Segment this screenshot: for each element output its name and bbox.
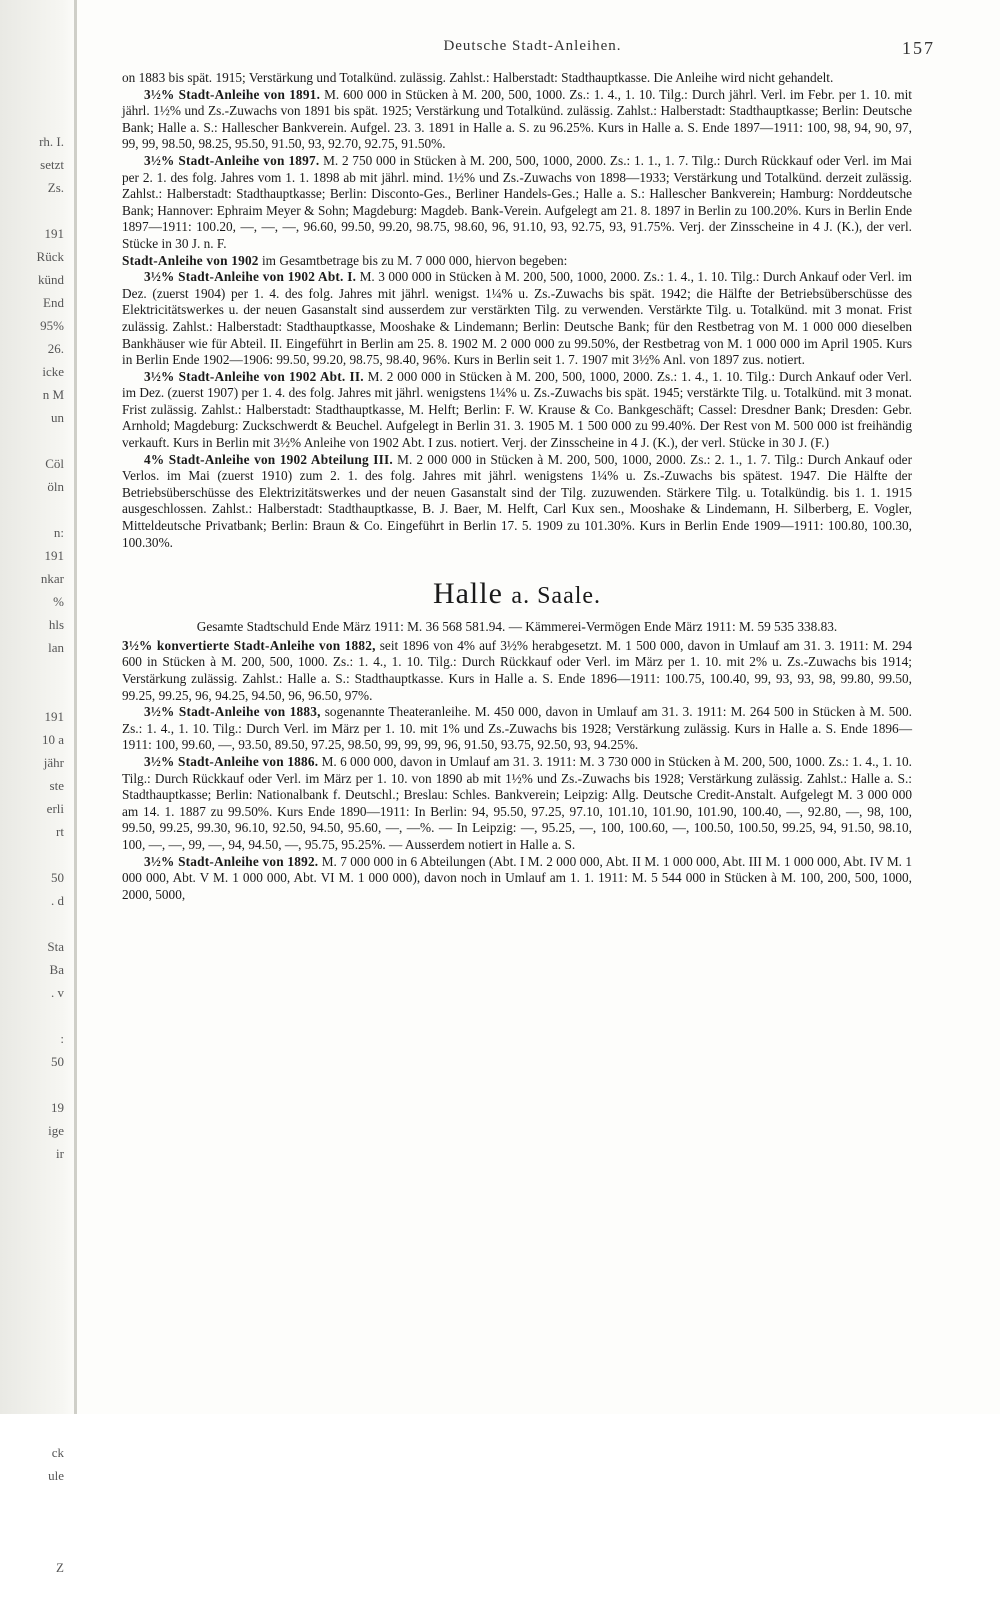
- loan-entry: [122, 452, 912, 552]
- adjacent-page-margin: [0, 0, 78, 1575]
- city-name-suffix: a. Saale.: [511, 583, 602, 610]
- margin-fragment: 191: [44, 548, 64, 563]
- margin-fragment: . v: [51, 985, 64, 1000]
- margin-fragment: [0, 659, 78, 682]
- loan-entry-title: 3½% Stadt-Anleihe von 1886.: [144, 753, 319, 769]
- loan-entry-title: 3½% Stadt-Anleihe von 1897.: [144, 152, 320, 168]
- loan-entry-text: M. 2 750 000 in Stücken à M. 200, 500, 1000, 2000. Zs.: 1. 1., 1. 7. Tilg.: Durch Rückkauf oder Verl. im Mai per 2. 1. des folg. Jahres vom 1. 1. 1898 ab mit jährl. mind. 1½% und Zs.-Zuwachs von 1898—1933; Verstärkung und Totalkünd. derzeit zulässig. Zahlst.: Halberstadt: Stadthauptkasse; Berlin: Disconto-Ges., Berliner Handels-Ges.; Halle a. S.: Hallescher Bankverein; Hamburg: Norddeutsche Bank; Hannover: Ephraim Meyer & Sohn; Magdeburg: Magdeb. Bank-Verein. Aufgelegt am 21. 8. 1897 in Berlin zu 100.20%. Kurs in Berlin Ende 1897—1911: 100.20, —, —, —, 96.60, 99.50, 99.20, 98.75, 98.60, 96, 91.10, 93, 92.75, 93, 91.75%. Verj. der Zinsscheine in 4 J. (K.), der verl. Stücke in 30 J. n. F.: [122, 152, 912, 251]
- margin-fragment: jähr: [43, 755, 64, 770]
- loan-entry-title: 3½% Stadt-Anleihe von 1902 Abt. II.: [144, 368, 364, 384]
- margin-fragment: End: [43, 295, 64, 310]
- margin-fragment: [0, 1395, 78, 1418]
- margin-fragment: künd: [38, 272, 64, 287]
- loan-entry: [122, 87, 912, 153]
- margin-fragment: Z: [56, 1560, 64, 1575]
- page-fold: [74, 0, 77, 1414]
- city-debt-summary: Gesamte Stadtschuld Ende März 1911: M. 36 568 581.94. — Kämmerei-Vermögen Ende März 1911: M. 59 535 338.83.: [196, 619, 838, 635]
- margin-fragment: [0, 1533, 78, 1556]
- margin-fragment: [0, 1349, 78, 1372]
- margin-fragment: [0, 1234, 78, 1257]
- margin-fragment: 50: [51, 1054, 64, 1069]
- loan-entry: [122, 153, 912, 253]
- loan-entry-text: M. 6 000 000, davon in Umlauf am 31. 3. 1911: M. 3 730 000 in Stücken à M. 200, 500, 1000. Zs.: 1. 4., 1. 10. Tilg.: Durch Rückkauf oder Verl. im März per 1. 10. von 1890 ab mit 1½% und Zs.-Zuwachs bis 1928; Verstärkung zulässig. Zahlst.: Halle a. S.: Stadthauptkasse; Berlin: Nationalbank f. Deutschl.; Breslau: Schles. Bankverein; Leipzig: Allg. Deutsche Credit-Anstalt. Aufgelegt M. 3 000 000 am 14. 1. 1887 zu 99.50%. Kurs Ende 1890—1911: In Berlin: 94, 95.50, 97.25, 97.10, 101.10, 101.90, 101.90, 100.40, —, 92.80, —, 98, 100, 99.50, 99.25, 99.30, 96.10, 92.50, 94.50, 95.60, —, —%. — In Leipzig: —, 95.25, —, 100, 100.60, —, 100.50, 100.50, 99.25, 94, 91.50, 98.10, 100, —, —, 99, —, 94, 94.50, —, 95.75, 95.25%. — Ausserdem notiert in Halle a. S.: [122, 753, 912, 852]
- loan-entry: [122, 269, 912, 369]
- loan-entry: [122, 369, 912, 452]
- margin-fragment: Cöl: [45, 456, 64, 471]
- page-body: [122, 70, 912, 903]
- loan-entry: [122, 854, 912, 904]
- margin-fragment: öln: [47, 479, 64, 494]
- margin-fragment: 191: [44, 709, 64, 724]
- margin-fragment: %: [53, 594, 64, 609]
- margin-fragment: ck: [51, 1445, 64, 1460]
- margin-fragment: un: [51, 410, 64, 425]
- margin-fragment: [0, 1211, 78, 1234]
- page-number: 157: [902, 38, 935, 58]
- loan-entry-title: 4% Stadt-Anleihe von 1902 Abteilung III.: [144, 451, 393, 467]
- margin-fragment: rh. I.: [39, 134, 64, 149]
- margin-fragment: [0, 682, 78, 705]
- loan-entry: [122, 70, 912, 87]
- loan-entry-title: 3½% Stadt-Anleihe von 1891.: [144, 86, 321, 102]
- margin-fragment: [0, 1372, 78, 1395]
- loan-entry-text: M. 7 000 000 in 6 Abteilungen (Abt. I M. 2 000 000, Abt. II M. 1 000 000, Abt. III M. 1 000 000, Abt. IV M. 1 000 000, Abt. V M. 1 000 000, Abt. VI M. 1 000 000), davon noch in Umlauf am 1. 1. 1911: M. 5 544 000 in Stücken à M. 100, 200, 500, 1000, 2000, 5000,: [122, 853, 912, 902]
- loan-entry: [122, 754, 912, 854]
- section-previous-city-loans: [122, 70, 912, 551]
- margin-fragment: [0, 1579, 78, 1602]
- margin-fragment: ste: [49, 778, 64, 793]
- margin-fragment: Ba: [49, 962, 64, 977]
- margin-fragment: 191: [44, 226, 64, 241]
- loan-entry-text: M. 2 000 000 in Stücken à M. 200, 500, 1000, 2000. Zs.: 2. 1., 1. 7. Tilg.: Durch Ankauf oder Verlos. im Mai (zuerst 1910) zum 2. 1. des folg. Jahres mit jährl. wenigstens 1¼% u. Zs.-Zuwachs bis spätest. 1947. Die Hälfte der Betriebsüberschüsse des Elektrizitätswerkes und der neuen Gasanstalt sind der Tilg. zuzuwenden. Stärkere Tilg. u. Totalkündig. bis 1. 1. 1915 ausgeschlossen. Zahlst.: Halberstadt: Stadthauptkasse, B. J. Baer, M. Helft, Carl Kux sen., Mooshake & Lindemann, H. Silberberg, E. Vogler, Mitteldeutsche Privatbank; Berlin: Braun & Co. Eingeführt in Berlin 17. 5. 1909 zu 101.30%. Kurs in Berlin Ende 1909—1911: 100.80, 100.30, 100.30%.: [122, 451, 912, 550]
- loan-entry-text: M. 600 000 in Stücken à M. 200, 500, 1000. Zs.: 1. 4., 1. 10. Tilg.: Durch jährl. Verl. im Febr. per 1. 10. mit jährl. 1½% und Zs.-Zuwachs von 1891 bis spät. 1925; Verstärkung und Totalkünd. zulässig. Zahlst.: Halberstadt: Stadthauptkasse; Berlin: Deutsche Bank; Halle a. S.: Hallescher Bankverein. Aufgel. 23. 3. 1891 in Halle a. S. zu 96.25%. Kurs in Halle a. S. Ende 1897—1911: 100, 98, 94, 90, 97, 99, 99, 98.50, 98.25, 95.50, 91.50, 93, 92.70, 92.75, 91.50%.: [122, 86, 912, 152]
- margin-fragment: setzt: [40, 157, 64, 172]
- margin-fragment: ir: [56, 1146, 64, 1161]
- margin-fragment: :: [60, 1031, 64, 1046]
- margin-fragment: Zs.: [47, 180, 64, 195]
- city-heading: [122, 577, 912, 613]
- margin-fragment: [0, 498, 78, 521]
- margin-fragment: Sta: [47, 939, 64, 954]
- margin-fragment: lan: [48, 640, 64, 655]
- margin-fragment: Rück: [36, 249, 64, 264]
- margin-fragment: [0, 1188, 78, 1211]
- margin-fragment: n:: [53, 525, 64, 540]
- margin-fragment: erli: [46, 801, 64, 816]
- loan-entry-title: 3½% konvertierte Stadt-Anleihe von 1882,: [122, 637, 376, 653]
- margin-fragment: [0, 1004, 78, 1027]
- margin-fragment: [0, 912, 78, 935]
- loan-entry-text: M. 3 000 000 in Stücken à M. 200, 500, 1000, 2000. Zs.: 1. 4., 1. 10. Tilg.: Durch Ankauf oder Verl. im Dez. (zuerst 1904) per 1. 4. des folg. Jahres mit jährl. wenigst. 1¼% u. Zs.-Zuwachs bis spät. 1942; die Hälfte der Betriebsüberschüsse des Elektricitätswerkes u. der neuen Gasanstalt sind ausserdem zur verstärkten Tilg. zu verwenden. Verstärkte Tilg. u. Totalkünd. mit 3 monat. Frist zulässig. Zahlst.: Halberstadt: Stadthauptkasse, Mooshake & Lindemann; Berlin: Deutsche Bank; für den Restbetrag von M. 1 000 000 dieselben Bankhäuser wie für Abteil. II. Eingeführt in Berlin am 25. 8. 1902 M. 2 000 000 zu 99.50%, der Restbetrag von M. 1 000 000 im April 1905. Kurs in Berlin Ende 1902—1906: 99.50, 99.20, 98.75, 98.40, 96%. Kurs in Berlin seit 1. 7. 1907 mit 3½% Anl. von 1897 zus. notiert.: [122, 269, 912, 368]
- margin-fragment: [0, 1257, 78, 1280]
- margin-fragment: icke: [42, 364, 64, 379]
- loan-entry: [122, 253, 912, 270]
- margin-fragment: 50: [51, 870, 64, 885]
- loan-entry-text: M. 2 000 000 in Stücken à M. 200, 500, 1000, 2000. Zs.: 1. 4., 1. 10. Tilg.: Durch Ankauf oder Verl. im Dez. (zuerst 1907) per 1. 4. des folg. Jahres mit jährl. wenigstens 1¼% u. Zs.-Zuwachs bis spät. 1945; verstärkte Tilg. u. Totalkünd. mit 3 monat. Frist zulässig. Zahlst.: Halberstadt: Stadthauptkasse, M. Helft; Berlin: F. W. Krause & Co. Bankgeschäft; Cassel: Dresdner Bank; Dresden: Gebr. Arnhold; Magdeburg: Zuckschwerdt & Beuchel. Aufgelegt in Berlin 31. 3. 1905 M. 1 500 000 zu 99.40%. Der Rest von M. 500 000 ist freihändig verkauft. Kurs in Berlin mit 3½% Anleihe von 1902 Abt. I zus. notiert. Verj. der Zinsscheine in 4 J. (K.), der verl. Stücke in 30 J. (F.): [122, 368, 912, 451]
- loan-entry-title: 3½% Stadt-Anleihe von 1892.: [144, 853, 319, 869]
- margin-fragment: 26.: [47, 341, 64, 356]
- loan-entry-title: Stadt-Anleihe von 1902: [122, 252, 259, 268]
- margin-fragment: . d: [51, 893, 64, 908]
- margin-fragment: ige: [48, 1123, 64, 1138]
- margin-fragment: [0, 843, 78, 866]
- loan-entry-text: im Gesamtbetrage bis zu M. 7 000 000, hiervon begeben:: [258, 252, 568, 268]
- margin-fragment: [0, 1487, 78, 1510]
- margin-fragment: 19: [51, 1100, 64, 1115]
- loan-entry-title: 3½% Stadt-Anleihe von 1902 Abt. I.: [144, 269, 357, 285]
- margin-fragment: rt: [56, 824, 64, 839]
- margin-fragment: [0, 1303, 78, 1326]
- city-name: Halle: [432, 577, 503, 611]
- margin-fragment: 10 a: [41, 732, 64, 747]
- margin-fragment: [0, 429, 78, 452]
- section-halle-loans: [122, 638, 912, 904]
- page-header: [130, 38, 935, 62]
- margin-fragment: [0, 1326, 78, 1349]
- loan-entry-title: 3½% Stadt-Anleihe von 1883,: [144, 704, 321, 720]
- loan-entry-text: sogenannte Theateranleihe. M. 450 000, davon in Umlauf am 31. 3. 1911: M. 264 500 in Stücken à M. 500. Zs.: 1. 4., 1. 10. Tilg.: Durch Verl. im März per 1. 10. mit 1% und Zs.-Zuwachs bis 1928; Verstärkung zulässig. Kurs in Halle a. S. Ende 1896—1911: 100, 99.60, —, 93.50, 89.50, 97.25, 98.50, 99, 99, 99, 96, 91.50, 93.75, 92.50, 93, 94.25%.: [122, 704, 912, 753]
- margin-fragment: [0, 1418, 78, 1441]
- margin-fragment: [0, 1510, 78, 1533]
- margin-fragment: [0, 1280, 78, 1303]
- margin-fragment: n M: [42, 387, 64, 402]
- loan-entry: [122, 638, 912, 704]
- loan-entry-text: seit 1896 von 4% auf 3½% herabgesetzt. M. 1 500 000, davon in Umlauf am 31. 3. 1911: M. 294 600 in Stücken à M. 200, 500, 1000. Zs.: 1. 4., 1. 10. Tilg.: Durch Rückkauf oder Verl. im März per 1. 10. mit 2% u. Zs.-Zuwachs bis 1914; Verstärkung zulässig. Zahlst.: Halle a. S.: Stadthauptkasse. Kurs in Halle a. S. Ende 1896—1911: 100.75, 100.40, 99, 93, 93, 98, 99.80, 99.50, 99.25, 99.25, 96, 94.25, 94.50, 96, 96.50, 97%.: [122, 637, 912, 703]
- loan-entry: [122, 704, 912, 754]
- margin-fragment: ule: [48, 1468, 64, 1483]
- margin-fragment: [0, 1073, 78, 1096]
- margin-fragment: nkar: [40, 571, 64, 586]
- loan-entry-text: on 1883 bis spät. 1915; Verstärkung und Totalkünd. zulässig. Zahlst.: Halberstadt: Stadthauptkasse. Die Anleihe wird nicht gehandelt.: [122, 70, 834, 85]
- margin-fragment: hls: [48, 617, 64, 632]
- margin-fragment: [0, 199, 78, 222]
- margin-fragment: [0, 1165, 78, 1188]
- margin-fragment: 95%: [40, 318, 64, 333]
- running-head: Deutsche Stadt-Anleihen.: [443, 38, 622, 54]
